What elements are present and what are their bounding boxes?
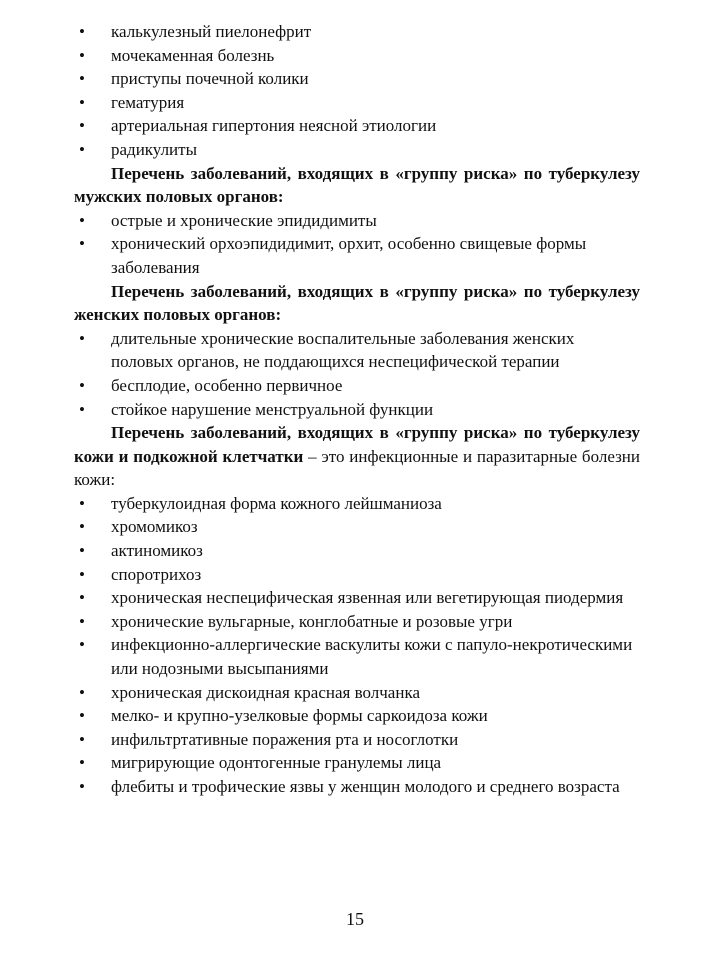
list-item: • флебиты и трофические язвы у женщин молодого и среднего возраста xyxy=(74,775,640,799)
list-item: • длительные хронические воспалительные заболевания женских половых органов, не поддающихся неспецифической терапии xyxy=(79,328,575,372)
bullet-icon: • xyxy=(79,493,85,513)
bullet-icon: • xyxy=(79,139,85,159)
bullet-icon: • xyxy=(79,729,85,749)
bullet-icon: • xyxy=(79,517,85,537)
bullet-icon: • xyxy=(79,635,85,655)
list-item: • актиномикоз xyxy=(74,539,640,563)
list-item: • бесплодие, особенно первичное xyxy=(74,374,640,398)
bullet-icon: • xyxy=(79,611,85,631)
bullet-icon: • xyxy=(79,45,85,65)
list-item: • острые и хронические эпидидимиты xyxy=(74,209,640,233)
bullet-icon: • xyxy=(79,210,85,230)
list-item: • калькулезный пиелонефрит xyxy=(74,20,640,44)
list-item: • мигрирующие одонтогенные гранулемы лица xyxy=(74,751,640,775)
bullet-icon: • xyxy=(79,753,85,773)
list-item: • хронические вульгарные, конглобатные и розовые угри xyxy=(74,610,640,634)
list-female-organs xyxy=(74,327,640,421)
list-item: • стойкое нарушение менструальной функции xyxy=(74,398,640,422)
heading-skin: Перечень заболеваний, входящих в «группу риска» по туберкулезу кожи и подкожной клетчатки – это инфекционные и паразитарные болезни кожи: xyxy=(74,423,641,490)
list-male-organs xyxy=(74,209,640,280)
list-item: • туберкулоидная форма кожного лейшманиоза xyxy=(74,492,640,516)
list-item: • артериальная гипертония неясной этиологии xyxy=(74,114,640,138)
list-item: • мочекаменная болезнь xyxy=(74,44,640,68)
bullet-icon: • xyxy=(79,399,85,419)
bullet-icon: • xyxy=(79,69,85,89)
list-item: • мелко- и крупно-узелковые формы саркоидоза кожи xyxy=(74,704,640,728)
page-number: 15 xyxy=(346,909,364,929)
list-item: • инфекционно-аллергические васкулиты кожи с папуло-некротическими или нодозными высыпаниями xyxy=(79,635,633,679)
bullet-icon: • xyxy=(79,22,85,41)
bullet-icon: • xyxy=(79,541,85,561)
bullet-icon: • xyxy=(79,92,85,112)
bullet-icon: • xyxy=(79,706,85,726)
list-item: • инфильтртативные поражения рта и носоглотки xyxy=(74,728,640,752)
list-kidney-continued xyxy=(74,20,640,162)
bullet-icon: • xyxy=(79,375,85,395)
bullet-icon: • xyxy=(79,682,85,702)
list-item: • приступы почечной колики xyxy=(74,67,640,91)
heading-female-organs: Перечень заболеваний, входящих в «группу риска» по туберкулезу женских половых органов: xyxy=(74,281,640,325)
bullet-icon: • xyxy=(79,777,85,796)
list-item: • хроническая дискоидная красная волчанка xyxy=(74,681,640,705)
list-item: • споротрихоз xyxy=(74,563,640,587)
page-content xyxy=(74,20,640,799)
bullet-icon: • xyxy=(79,116,85,136)
bullet-icon: • xyxy=(79,328,85,348)
bullet-icon: • xyxy=(79,234,85,254)
list-item: • хромомикоз xyxy=(74,515,640,539)
list-item: • хронический орхоэпидидимит, орхит, особенно свищевые формы заболевания xyxy=(79,234,587,277)
list-item: • гематурия xyxy=(74,91,640,115)
heading-male-organs: Перечень заболеваний, входящих в «группу риска» по туберкулезу мужских половых органов: xyxy=(74,163,640,207)
bullet-icon: • xyxy=(79,588,85,608)
list-item: • радикулиты xyxy=(74,138,640,162)
list-skin xyxy=(74,492,640,799)
bullet-icon: • xyxy=(79,564,85,584)
list-item: • хроническая неспецифическая язвенная или вегетирующая пиодермия xyxy=(74,586,640,610)
